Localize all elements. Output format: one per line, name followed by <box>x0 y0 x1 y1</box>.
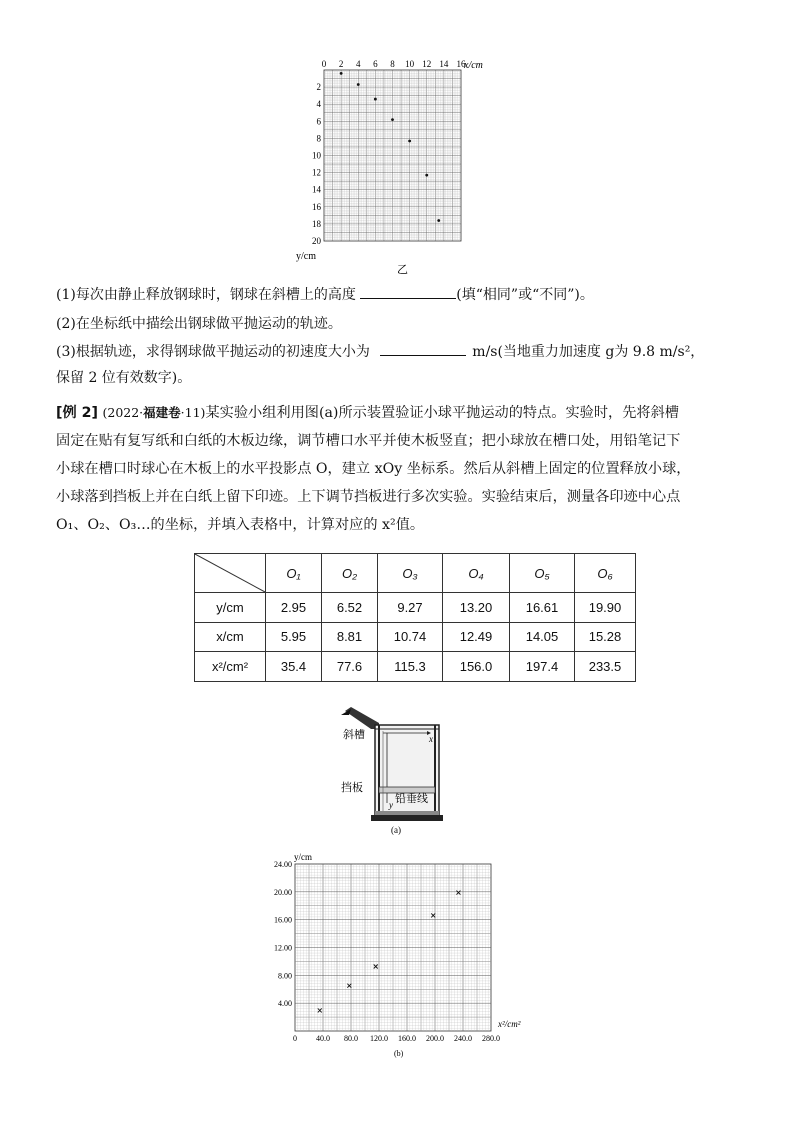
table-row <box>195 622 636 652</box>
x-tick-label: 160.0 <box>398 1034 416 1043</box>
table-cell: 115.3 <box>378 652 443 682</box>
apparatus-diagram <box>335 703 455 838</box>
x-tick-label: 0 <box>293 1034 297 1043</box>
question-1-tail: (填“相同”或“不同”)。 <box>456 287 594 303</box>
x-axis-label: x/cm <box>464 60 483 71</box>
apparatus-y-label: y <box>389 800 393 810</box>
y-tick-label: 24.00 <box>274 860 292 869</box>
question-3-tail: m/s(当地重力加速度 g为 9.8 m/s²， <box>472 344 705 360</box>
trajectory-graph <box>290 55 520 280</box>
x-tick-label: 120.0 <box>370 1034 388 1043</box>
answer-blank-1[interactable] <box>360 284 456 299</box>
table-header: O₅ <box>510 554 575 593</box>
x-tick-labels <box>322 59 466 69</box>
table-cell: 19.90 <box>575 593 636 623</box>
table-cell: 35.4 <box>266 652 322 682</box>
x-tick-label: 200.0 <box>426 1034 444 1043</box>
table-cell: 12.49 <box>443 622 510 652</box>
x-tick-label: 6 <box>373 59 378 69</box>
x-tick-label: 10 <box>405 59 415 69</box>
table-header: O₄ <box>443 554 510 593</box>
y-tick-labels <box>274 860 292 1008</box>
label-plumb: 铅垂线 <box>395 793 428 805</box>
table-cell: 16.61 <box>510 593 575 623</box>
graph-grid <box>324 70 461 241</box>
y-tick-label: 8 <box>316 133 321 144</box>
label-chute: 斜槽 <box>343 729 365 741</box>
trajectory-point <box>437 219 440 222</box>
y-tick-label: 6 <box>316 116 321 127</box>
trajectory-point <box>391 118 394 121</box>
example-tag: [例 2] <box>56 405 98 421</box>
table-cell: 5.95 <box>266 622 322 652</box>
trajectory-point <box>374 98 377 101</box>
table-header: O₁ <box>266 554 322 593</box>
question-3-line2: 保留 2 位有效数字)。 <box>56 370 192 386</box>
table-cell: 6.52 <box>322 593 378 623</box>
question-1 <box>56 284 594 305</box>
question-3 <box>56 341 704 362</box>
example-2-line-2: 固定在贴有复写纸和白纸的木板边缘，调节槽口水平并使木板竖直；把小球放在槽口处，用铅笔记下 <box>56 433 681 449</box>
base <box>371 815 443 821</box>
table-cell: 9.27 <box>378 593 443 623</box>
y-tick-label: 10 <box>312 150 321 161</box>
trajectory-point <box>425 174 428 177</box>
x-tick-label: 8 <box>390 59 395 69</box>
example-2-line-5: O₁、O₂、O₃…的坐标，并填入表格中，计算对应的 x²值。 <box>56 517 425 533</box>
trajectory-point <box>408 140 411 143</box>
y-axis-label: y/cm <box>296 251 316 262</box>
row-label: x²/cm² <box>195 652 266 682</box>
table-cell: 8.81 <box>322 622 378 652</box>
y-vs-x2-graph <box>262 852 542 1062</box>
row-label: y/cm <box>195 593 266 623</box>
y-tick-label: 12 <box>312 167 321 178</box>
trajectory-point <box>340 72 343 75</box>
table-header: O₆ <box>575 554 636 593</box>
source-name: 福建卷 <box>143 405 181 420</box>
table-header: O₃ <box>378 554 443 593</box>
y-tick-label: 4 <box>316 99 321 110</box>
y-tick-label: 4.00 <box>278 999 292 1009</box>
row-label: x/cm <box>195 622 266 652</box>
source-pre: (2022· <box>102 405 144 420</box>
apparatus-x-label: x <box>429 734 433 744</box>
table-cell: 2.95 <box>266 593 322 623</box>
table-cell: 77.6 <box>322 652 378 682</box>
x-tick-label: 4 <box>356 59 361 69</box>
y-tick-label: 12.00 <box>274 943 292 953</box>
x-tick-label: 2 <box>338 59 344 69</box>
y-tick-label: 14 <box>312 184 321 195</box>
y-tick-labels <box>312 82 322 246</box>
y-tick-label: 18 <box>312 218 321 229</box>
y-tick-label: 20.00 <box>274 887 292 897</box>
answer-blank-3[interactable] <box>380 341 466 356</box>
graph-caption: (b) <box>394 1049 404 1058</box>
table-cell: 233.5 <box>575 652 636 682</box>
table-cell: 197.4 <box>510 652 575 682</box>
table-header: O₂ <box>322 554 378 593</box>
graph-caption: 乙 <box>397 264 408 276</box>
y-tick-label: 16.00 <box>274 915 292 925</box>
trajectory-point <box>357 83 360 86</box>
example-2-line-3: 小球在槽口时球心在木板上的水平投影点 O，建立 xOy 坐标系。然后从斜槽上固定的位置释放小球， <box>56 461 691 477</box>
x-tick-label: 12 <box>422 59 432 69</box>
table-cell: 15.28 <box>575 622 636 652</box>
y-tick-label: 2 <box>316 82 321 93</box>
question-1-text: (1)每次由静止释放钢球时，钢球在斜槽上的高度 <box>56 287 356 303</box>
diagonal-corner-cell <box>195 554 266 593</box>
question-3-text: (3)根据轨迹，求得钢球做平抛运动的初速度大小为 <box>56 344 370 360</box>
table-cell: 10.74 <box>378 622 443 652</box>
x-tick-labels <box>293 1034 500 1043</box>
x-tick-label: 14 <box>439 59 449 69</box>
x-tick-label: 240.0 <box>454 1034 472 1043</box>
example-2-line-1 <box>56 399 746 427</box>
x-tick-label: 40.0 <box>316 1034 330 1043</box>
question-2: (2)在坐标纸中描绘出钢球做平抛运动的轨迹。 <box>56 316 342 332</box>
x-tick-label: 280.0 <box>482 1034 500 1043</box>
example-2-line-4: 小球落到挡板上并在白纸上留下印迹。上下调节挡板进行多次实验。实验结束后，测量各印迹中心点 <box>56 489 681 505</box>
apparatus-caption: (a) <box>391 825 401 835</box>
table-cell: 156.0 <box>443 652 510 682</box>
x-axis-label: x²/cm² <box>498 1019 521 1029</box>
table-header-row <box>195 554 636 593</box>
measurement-table <box>194 553 636 682</box>
x-tick-label: 16 <box>456 59 466 69</box>
label-board: 挡板 <box>341 782 363 794</box>
table-cell: 13.20 <box>443 593 510 623</box>
table-row <box>195 652 636 682</box>
table-row <box>195 593 636 623</box>
graph-grid <box>295 864 491 1031</box>
example-2 <box>56 399 746 539</box>
example-line-1-text: 某实验小组利用图(a)所示装置验证小球平抛运动的特点。实验时，先将斜槽 <box>205 405 679 421</box>
x-tick-label: 80.0 <box>344 1034 358 1043</box>
source-post: ·11) <box>180 405 206 420</box>
y-axis-label: y/cm <box>294 852 312 862</box>
y-tick-label: 8.00 <box>278 971 292 981</box>
x-tick-label: 0 <box>321 59 327 69</box>
base-plate <box>375 811 439 815</box>
y-tick-label: 20 <box>312 236 321 246</box>
y-tick-label: 16 <box>312 201 321 212</box>
table-cell: 14.05 <box>510 622 575 652</box>
